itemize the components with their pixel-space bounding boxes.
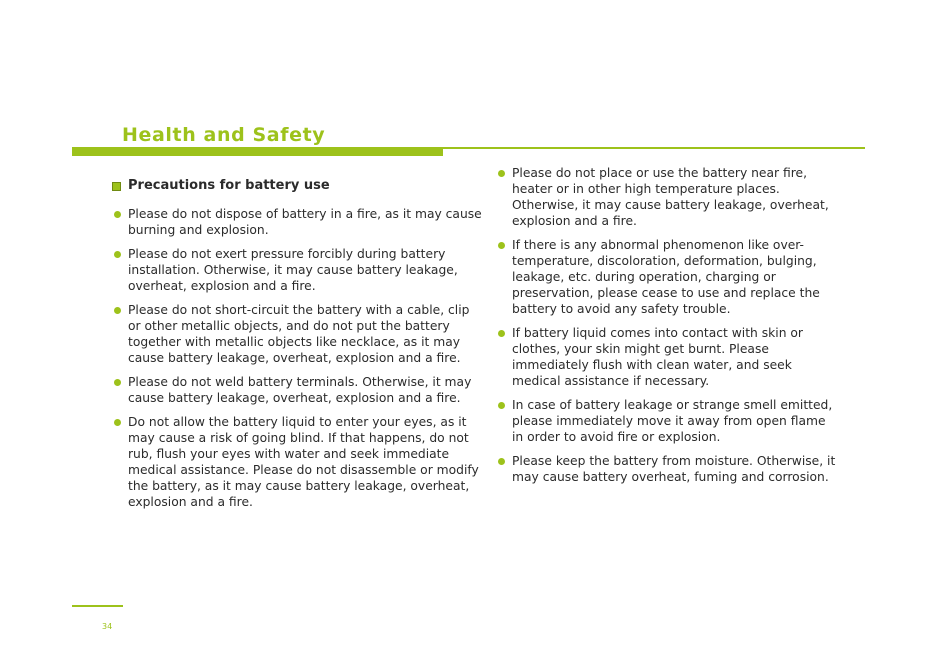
list-item-text: Do not allow the battery liquid to enter your eyes, as it may cause a risk of going blind. If that happens, do not rub, flush your eyes with water and seek immediate medical assistance. Please do not disassemble or modify the battery, as it may cause battery leakage, overheat, explosion and a fire. [128, 415, 479, 509]
bullet-dot-icon [114, 419, 121, 426]
list-item [112, 246, 482, 294]
square-bullet-icon [112, 182, 121, 191]
list-item [112, 302, 482, 366]
bullet-dot-icon [498, 458, 505, 465]
list-item [496, 453, 836, 485]
title-underline-thick [72, 147, 443, 156]
list-item-text: Please keep the battery from moisture. Otherwise, it may cause battery overheat, fuming and corrosion. [512, 454, 836, 484]
list-item [112, 206, 482, 238]
right-column [496, 165, 836, 493]
left-precaution-list [112, 206, 482, 510]
list-item-text: Please do not exert pressure forcibly during battery installation. Otherwise, it may cause battery leakage, overheat, explosion and a fire. [128, 247, 458, 293]
list-item-text: Please do not dispose of battery in a fire, as it may cause burning and explosion. [128, 207, 482, 237]
bullet-dot-icon [498, 170, 505, 177]
bullet-dot-icon [114, 251, 121, 258]
bullet-dot-icon [114, 307, 121, 314]
bullet-dot-icon [114, 211, 121, 218]
title-underline-thin [443, 147, 865, 149]
list-item [496, 237, 836, 317]
list-item [112, 414, 482, 510]
bullet-dot-icon [114, 379, 121, 386]
left-column [112, 178, 482, 518]
bullet-dot-icon [498, 242, 505, 249]
subheading-text: Precautions for battery use [128, 178, 330, 193]
list-item [496, 165, 836, 229]
bullet-dot-icon [498, 402, 505, 409]
page-number: 34 [102, 622, 113, 631]
list-item-text: Please do not short-circuit the battery with a cable, clip or other metallic objects, and do not put the battery together with metallic objects like necklace, as it may cause battery leakage, overheat, explosion and a fire. [128, 303, 470, 365]
list-item [496, 325, 836, 389]
list-item-text: If there is any abnormal phenomenon like over-temperature, discoloration, deformation, bulging, leakage, etc. during operation, charging or preservation, please cease to use and replace the battery to avoid any safety trouble. [512, 238, 820, 316]
list-item-text: Please do not place or use the battery near fire, heater or in other high temperature places. Otherwise, it may cause battery leakage, overheat, explosion and a fire. [512, 166, 829, 228]
list-item-text: In case of battery leakage or strange smell emitted, please immediately move it away from open flame in order to avoid fire or explosion. [512, 398, 833, 444]
list-item-text: Please do not weld battery terminals. Otherwise, it may cause battery leakage, overheat, explosion and a fire. [128, 375, 472, 405]
list-item [496, 397, 836, 445]
section-title: Health and Safety [122, 124, 326, 146]
list-item-text: If battery liquid comes into contact with skin or clothes, your skin might get burnt. Please immediately flush with clean water, and seek medical assistance if necessary. [512, 326, 803, 388]
right-precaution-list [496, 165, 836, 485]
list-item [112, 374, 482, 406]
subheading [112, 178, 482, 194]
bullet-dot-icon [498, 330, 505, 337]
footer-rule [72, 605, 123, 607]
